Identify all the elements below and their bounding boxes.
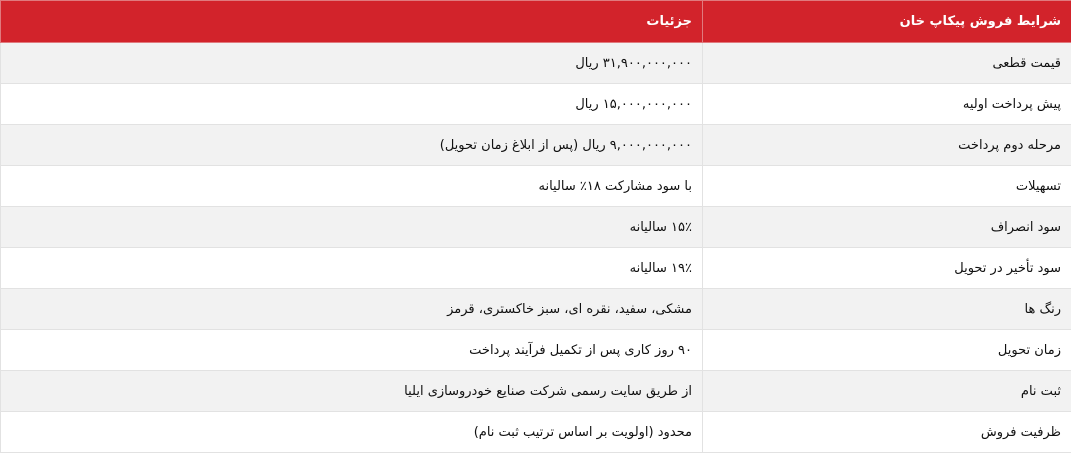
- row-label: مرحله دوم پرداخت: [703, 125, 1071, 166]
- row-label: سود انصراف: [703, 207, 1071, 248]
- table-row: [1, 412, 1071, 453]
- table-header: [1, 1, 1071, 43]
- row-detail: ۹,۰۰۰,۰۰۰,۰۰۰ ریال (پس از ابلاغ زمان تحویل): [1, 125, 703, 166]
- table-row: [1, 371, 1071, 412]
- row-label: تسهیلات: [703, 166, 1071, 207]
- table-row: [1, 166, 1071, 207]
- table-row: [1, 125, 1071, 166]
- row-label: سود تأخیر در تحویل: [703, 248, 1071, 289]
- table-row: [1, 289, 1071, 330]
- row-detail: مشکی، سفید، نقره ای، سبز خاکستری، قرمز: [1, 289, 703, 330]
- table-row: [1, 248, 1071, 289]
- table-row: [1, 84, 1071, 125]
- row-label: ظرفیت فروش: [703, 412, 1071, 453]
- row-detail: از طریق سایت رسمی شرکت صنایع خودروسازی ایلیا: [1, 371, 703, 412]
- row-detail: ۱۵٪ سالیانه: [1, 207, 703, 248]
- row-detail: ۱۹٪ سالیانه: [1, 248, 703, 289]
- table-body: [1, 43, 1071, 453]
- table-row: [1, 43, 1071, 84]
- table-row: [1, 330, 1071, 371]
- header-details: جزئیات: [1, 1, 703, 43]
- row-detail: ۱۵,۰۰۰,۰۰۰,۰۰۰ ریال: [1, 84, 703, 125]
- header-conditions: شرایط فروش پیکاپ خان: [703, 1, 1071, 43]
- row-detail: محدود (اولویت بر اساس ترتیب ثبت نام): [1, 412, 703, 453]
- table-row: [1, 207, 1071, 248]
- row-label: قیمت قطعی: [703, 43, 1071, 84]
- row-detail: با سود مشارکت ۱۸٪ سالیانه: [1, 166, 703, 207]
- row-detail: ۹۰ روز کاری پس از تکمیل فرآیند پرداخت: [1, 330, 703, 371]
- row-label: زمان تحویل: [703, 330, 1071, 371]
- row-label: رنگ ها: [703, 289, 1071, 330]
- row-detail: ۳۱,۹۰۰,۰۰۰,۰۰۰ ریال: [1, 43, 703, 84]
- row-label: پیش پرداخت اولیه: [703, 84, 1071, 125]
- header-row: [1, 1, 1071, 43]
- row-label: ثبت نام: [703, 371, 1071, 412]
